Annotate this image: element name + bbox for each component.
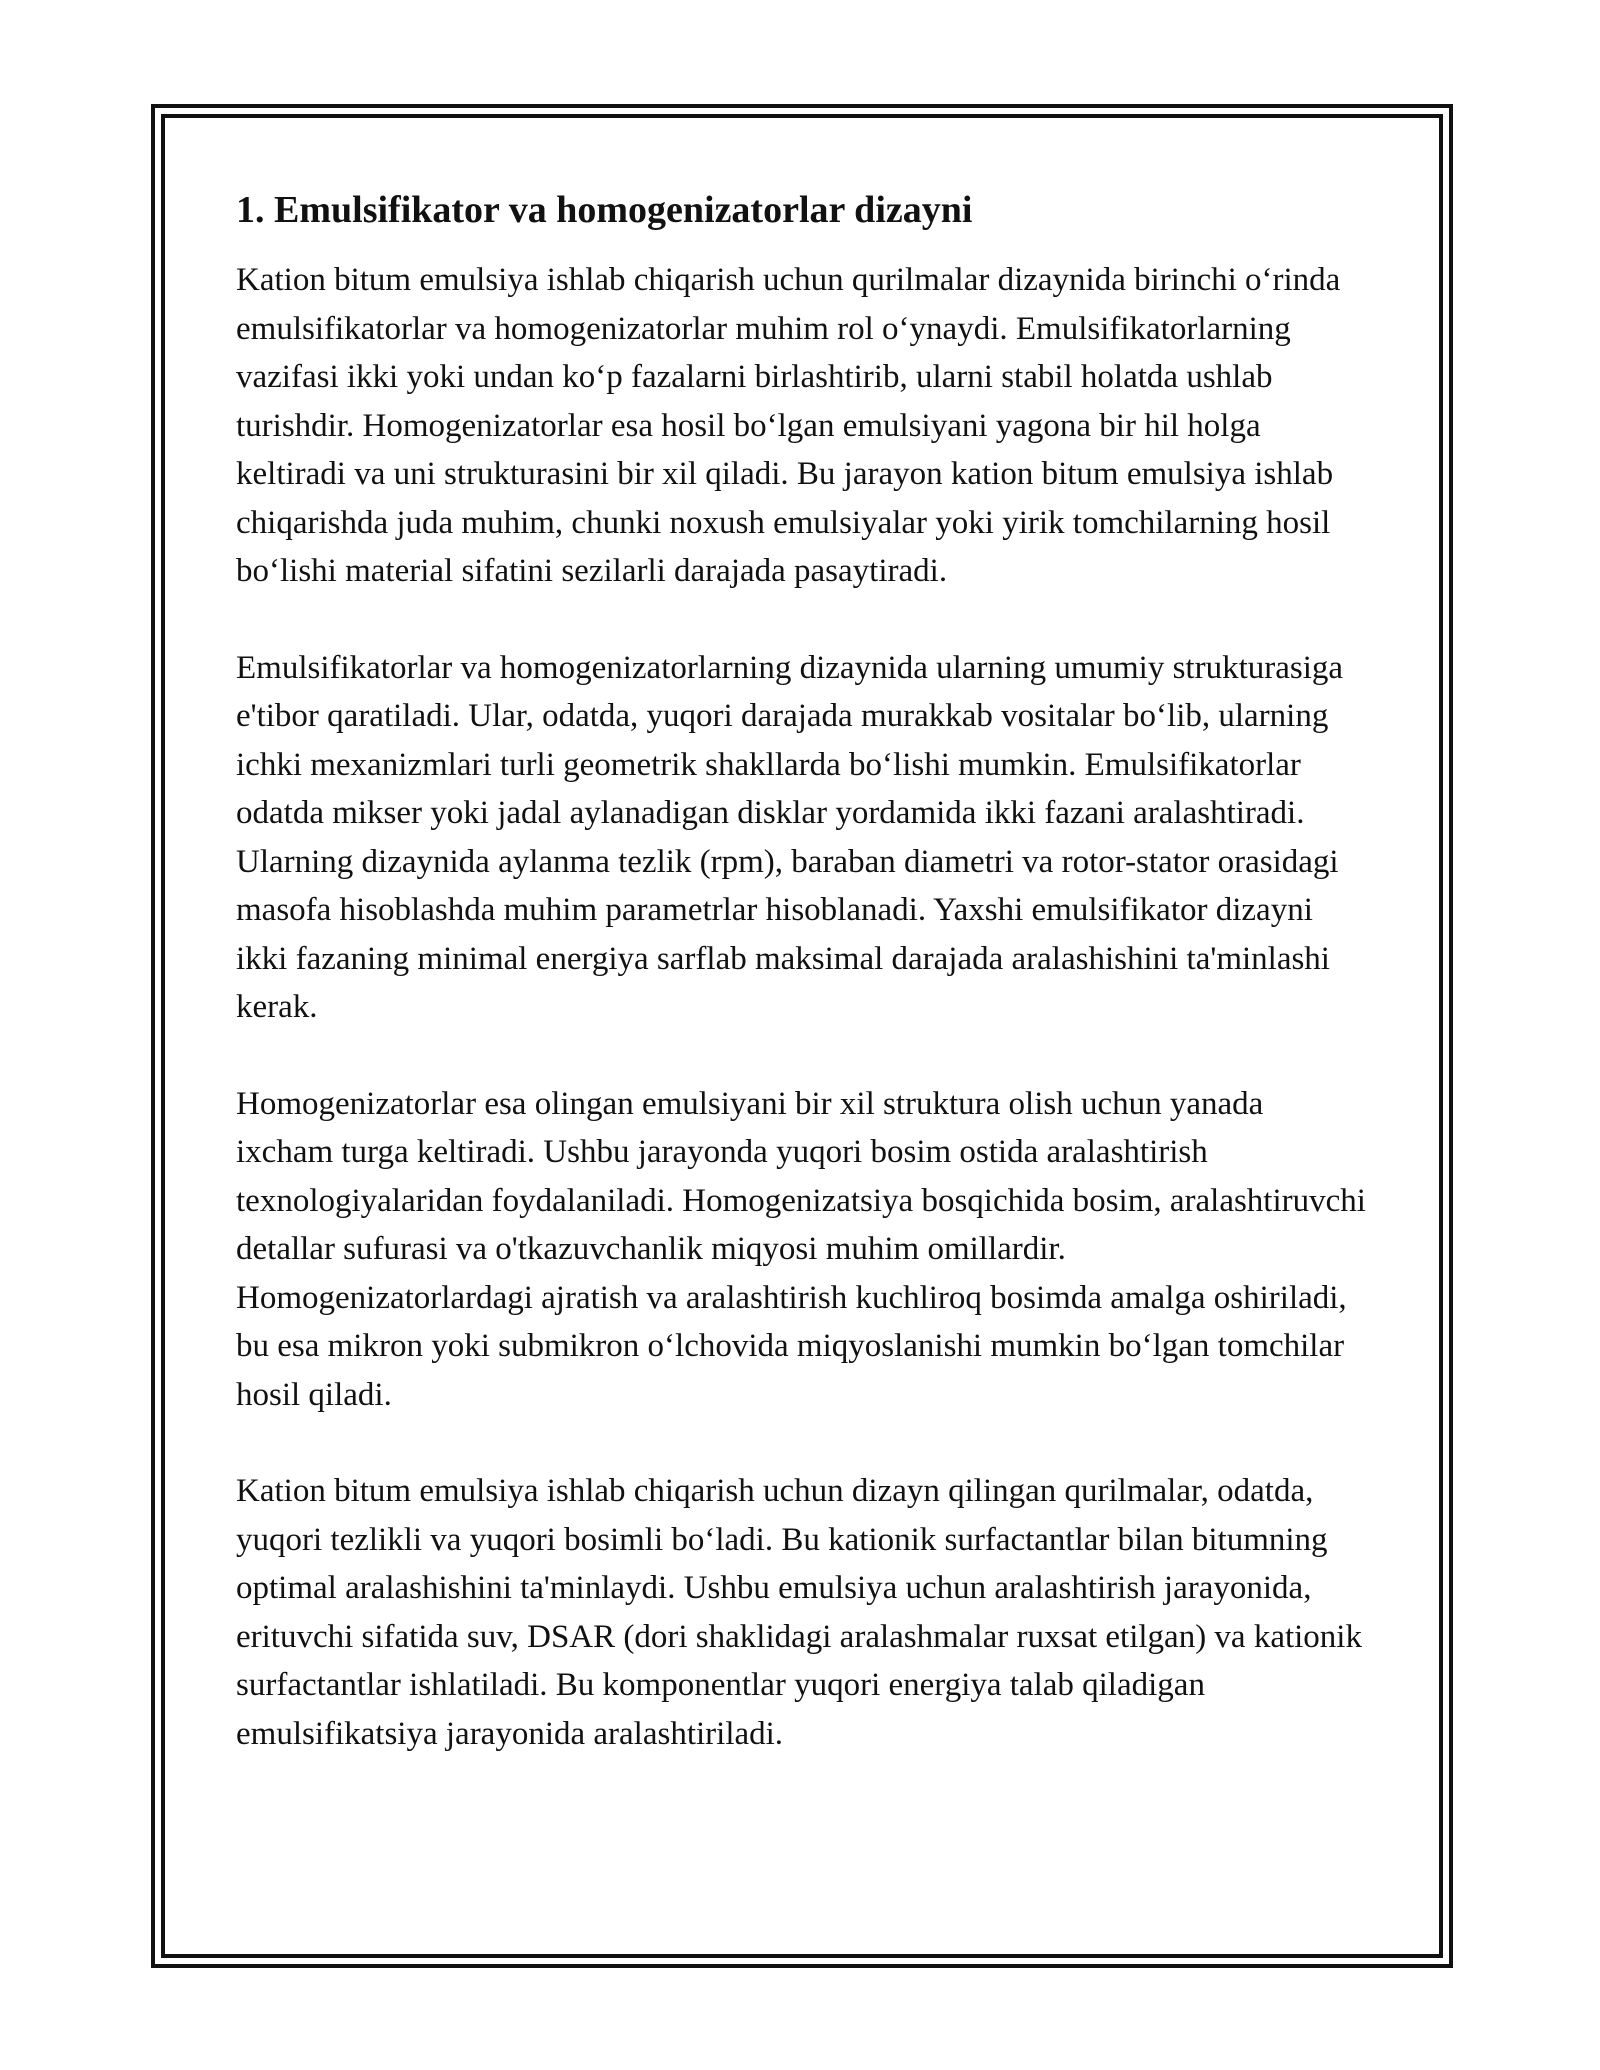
paragraph-4: Kation bitum emulsiya ishlab chiqarish uchun dizayn qilingan qurilmalar, odatda, yuqori tezlikli va yuqori bosimli bo‘ladi. Bu kationik surfactantlar bilan bitumning optimal aralashishini ta'minlaydi. Ushbu emulsiya uchun aralashtirish jarayonida, erituvchi sifatida suv, DSAR (dori shaklidagi aralashmalar ruxsat etilgan) va kationik surfactantlar ishlatiladi. Bu komponentlar yuqori energiya talab qiladigan emulsifikatsiya jarayonida aralashtiriladi.	[236, 1473, 1362, 1752]
paragraph-3: Homogenizatorlar esa olingan emulsiyani bir xil struktura olish uchun yanada ixcham turga keltiradi. Ushbu jarayonda yuqori bosim ostida aralashtirish texnologiyalaridan foydalaniladi. Homogenizatsiya bosqichida bosim, aralashtiruvchi detallar sufurasi va o'tkazuvchanlik miqyosi muhim omillardir. Homogenizatorlardagi ajratish va aralashtirish kuchliroq bosimda amalga oshiriladi, bu esa mikron yoki submikron o‘lchovida miqyoslanishi mumkin bo‘lgan tomchilar hosil qiladi.	[236, 1085, 1366, 1413]
document-content	[236, 186, 1366, 1758]
paragraph-1: Kation bitum emulsiya ishlab chiqarish uchun qurilmalar dizaynida birinchi o‘rinda emulsifikatorlar va homogenizatorlar muhim rol o‘ynaydi. Emulsifikatorlarning vazifasi ikki yoki undan ko‘p fazalarni birlashtirib, ularni stabil holatda ushlab turishdir. Homogenizatorlar esa hosil bo‘lgan emulsiyani yagona bir hil holga keltiradi va uni strukturasini bir xil qiladi. Bu jarayon kation bitum emulsiya ishlab chiqarishda juda muhim, chunki noxush emulsiyalar yoki yirik tomchilarning hosil bo‘lishi material sifatini sezilarli darajada pasaytiradi.	[236, 262, 1341, 589]
section-heading: 1. Emulsifikator va homogenizatorlar dizayni	[236, 189, 973, 231]
paragraph-2: Emulsifikatorlar va homogenizatorlarning dizaynida ularning umumiy strukturasiga e'tibor qaratiladi. Ular, odatda, yuqori darajada murakkab vositalar bo‘lib, ularning ichki mexanizmlari turli geometrik shakllarda bo‘lishi mumkin. Emulsifikatorlar odatda mikser yoki jadal aylanadigan disklar yordamida ikki fazani aralashtiradi. Ularning dizaynida aylanma tezlik (rpm), baraban diametri va rotor-stator orasidagi masofa hisoblashda muhim parametrlar hisoblanadi. Yaxshi emulsifikator dizayni ikki fazaning minimal energiya sarflab maksimal darajada aralashishini ta'minlashi kerak.	[236, 649, 1344, 1025]
